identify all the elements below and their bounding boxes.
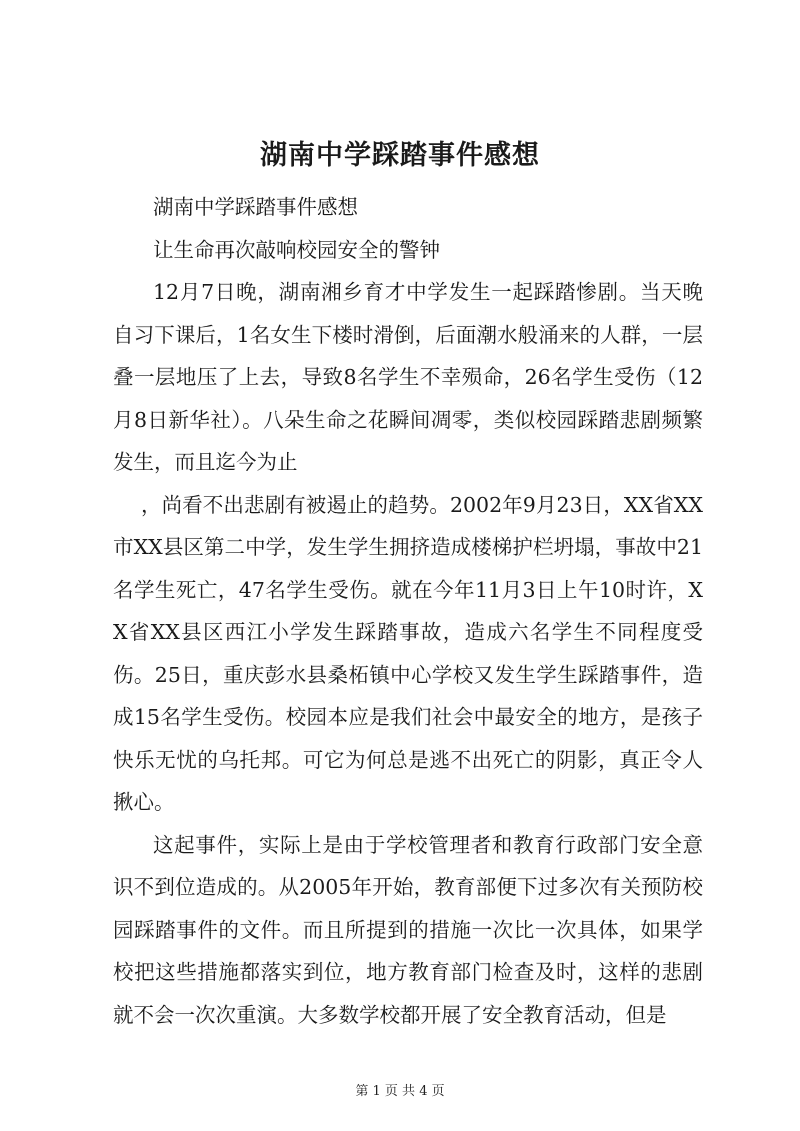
paragraph-incident: 12月7日晚，湖南湘乡育才中学发生一起踩踏惨剧。当天晚自习下课后，1名女生下楼时滑倒，后面潮水般涌来的人群，一层叠一层地压了上去，导致8名学生不幸殒命，26名学生受伤（12月8日新华社）。八朵生命之花瞬间凋零，类似校园踩踏悲剧频繁发生，而且迄今为止 [113,280,703,474]
paragraph-analysis: 这起事件，实际上是由于学校管理者和教育行政部门安全意识不到位造成的。从2005年开始，教育部便下过多次有关预防校园踩踏事件的文件。而且所提到的措施一次比一次具体，如果学校把这些措施都落实到位，地方教育部门检查及时，这样的悲剧就不会一次次重演。大多数学校都开展了安全教育活动，但是 [113,832,703,1027]
paragraph-heading: 让生命再次敲响校园安全的警钟 [153,237,440,262]
document-title: 湖南中学踩踏事件感想 [260,140,540,171]
page-number: 第 1 页 共 4 页 [355,1084,445,1099]
paragraph-history: ，尚看不出悲剧有被遏止的趋势。2002年9月23日，XX省XX市XX县区第二中学，发生学生拥挤造成楼梯护栏坍塌，事故中21名学生死亡，47名学生受伤。就在今年11月3日上午10时许，XX省XX县区西江小学发生踩踏事故，造成六名学生不同程度受伤。25日，重庆彭水县桑柘镇中心学校又发生学生踩踏事件，造成15名学生受伤。校园本应是我们社会中最安全的地方，是孩子快乐无忧的乌托邦。可它为何总是逃不出死亡的阴影，真正令人揪心。 [113,492,703,814]
paragraph-subtitle: 湖南中学踩踏事件感想 [153,195,358,219]
document-body [113,186,703,1036]
